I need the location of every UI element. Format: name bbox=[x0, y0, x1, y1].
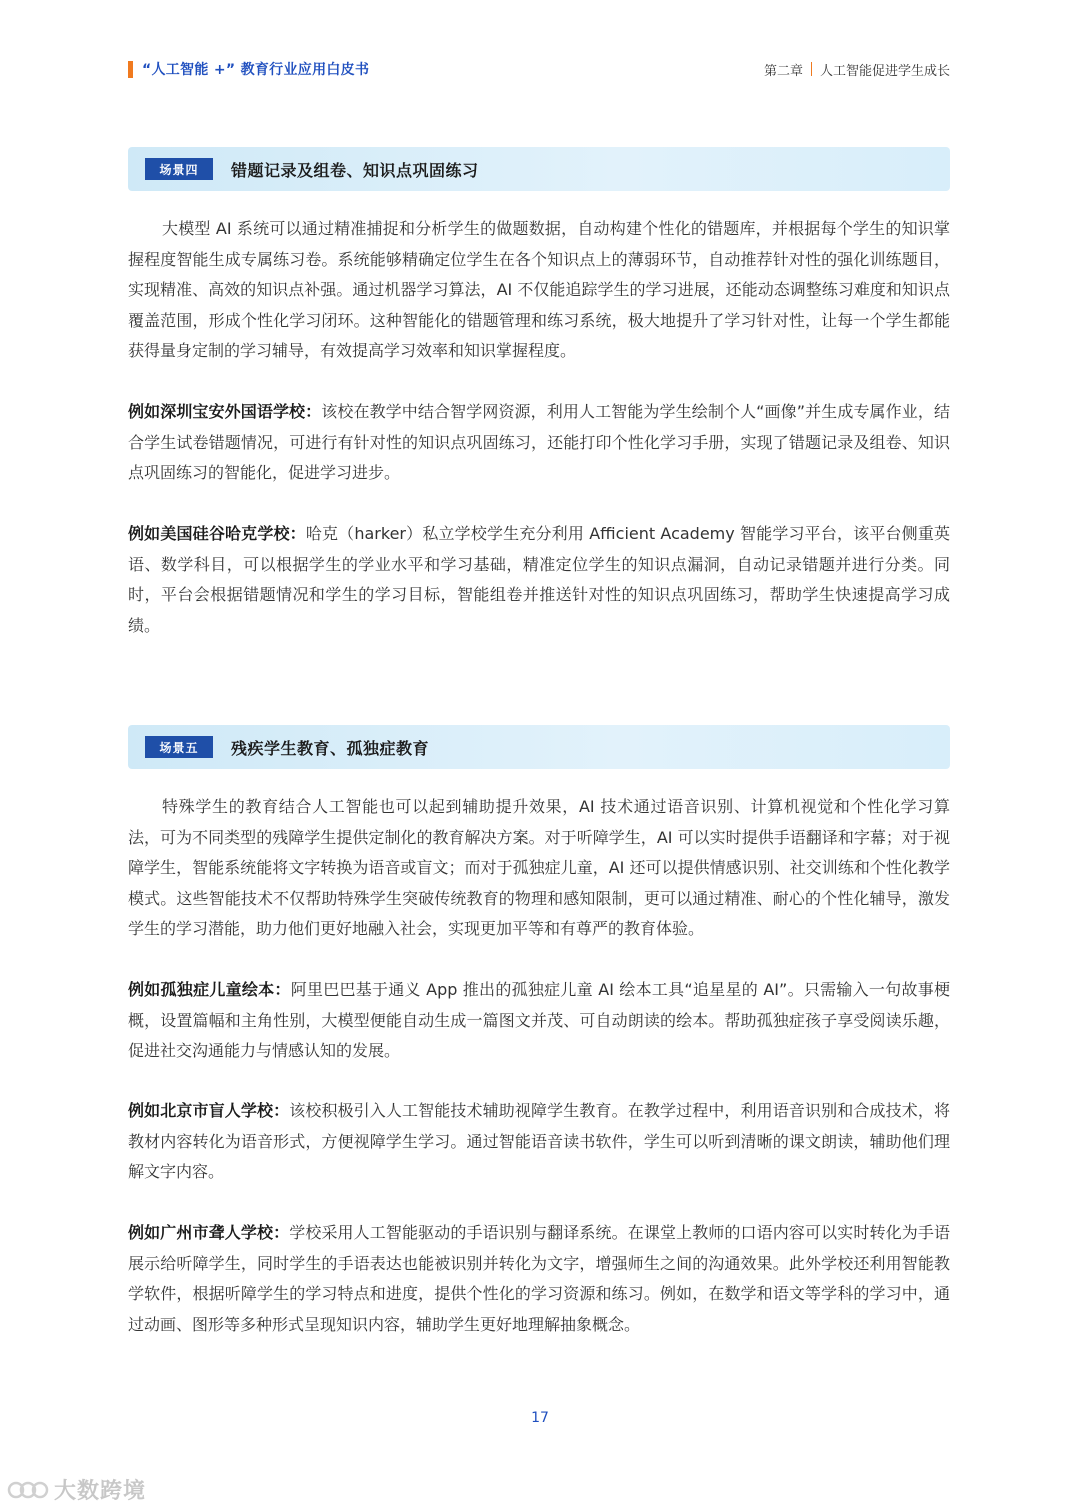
scene4-tag: 场景四 bbox=[145, 158, 213, 180]
example-lead: 例如深圳宝安外国语学校： bbox=[128, 402, 322, 421]
watermark bbox=[6, 1474, 146, 1505]
scene5-tag: 场景五 bbox=[145, 736, 213, 758]
example-text: 学校采用人工智能驱动的手语识别与翻译系统。在课堂上教师的口语内容可以实时转化为手语展示给听障学生，同时学生的手语表达也能被识别并转化为文字，增强师生之间的沟通效果。此外学校还利用智能教学软件，根据听障学生的学习特点和进度，提供个性化的学习资源和练习。例如，在数学和语文等学科的学习中，通过动画、图形等多种形式呈现知识内容，辅助学生更好地理解抽象概念。 bbox=[128, 1223, 950, 1334]
scene5-example-3 bbox=[128, 1218, 950, 1340]
scene5-example-2 bbox=[128, 1096, 950, 1188]
page-number: 17 bbox=[531, 1410, 549, 1426]
scene4-title: 错题记录及组卷、知识点巩固练习 bbox=[231, 160, 479, 180]
scene4-banner bbox=[128, 147, 950, 191]
scene4-intro: 大模型 AI 系统可以通过精准捕捉和分析学生的做题数据，自动构建个性化的错题库，并根据每个学生的知识掌握程度智能生成专属练习卷。系统能够精确定位学生在各个知识点上的薄弱环节，自动推荐针对性的强化训练题目，实现精准、高效的知识点补强。通过机器学习算法，AI 不仅能追踪学生的学习进展，还能动态调整练习难度和知识点覆盖范围，形成个性化学习闭环。这种智能化的错题管理和练习系统，极大地提升了学习针对性，让每一个学生都能获得量身定制的学习辅导，有效提高学习效率和知识掌握程度。 bbox=[128, 219, 950, 360]
scene4-example-1 bbox=[128, 397, 950, 489]
scene5-title: 残疾学生教育、孤独症教育 bbox=[231, 738, 430, 758]
example-lead: 例如孤独症儿童绘本： bbox=[128, 980, 291, 999]
example-lead: 例如广州市聋人学校： bbox=[128, 1223, 290, 1242]
running-header-right bbox=[764, 59, 950, 79]
example-lead: 例如北京市盲人学校： bbox=[128, 1101, 290, 1120]
chapter-title: 人工智能促进学生成长 bbox=[819, 63, 950, 79]
scene4-example-2 bbox=[128, 519, 950, 641]
example-text: 该校在教学中结合智学网资源，利用人工智能为学生绘制个人“画像”并生成专属作业，结合学生试卷错题情况，可进行有针对性的知识点巩固练习，还能打印个性化学习手册，实现了错题记录及组卷、知识点巩固练习的智能化，促进学习进步。 bbox=[128, 402, 950, 482]
example-lead: 例如美国硅谷哈克学校： bbox=[128, 524, 306, 543]
chapter-separator bbox=[811, 62, 812, 76]
example-text: 该校积极引入人工智能技术辅助视障学生教育。在教学过程中，利用语音识别和合成技术，将教材内容转化为语音形式，方便视障学生学习。通过智能语音读书软件，学生可以听到清晰的课文朗读，辅助他们理解文字内容。 bbox=[128, 1101, 950, 1181]
chapter-number: 第二章 bbox=[763, 63, 803, 79]
watermark-text: 大数跨境 bbox=[54, 1479, 147, 1504]
scene5-banner bbox=[128, 725, 950, 769]
scene5-intro: 特殊学生的教育结合人工智能也可以起到辅助提升效果，AI 技术通过语音识别、计算机视觉和个性化学习算法，可为不同类型的残障学生提供定制化的教育解决方案。对于听障学生，AI 可以实时提供手语翻译和字幕；对于视障学生，智能系统能将文字转换为语音或盲文；而对于孤独症儿童，AI 还可以提供情感识别、社交训练和个性化教学模式。这些智能技术不仅帮助特殊学生突破传统教育的物理和感知限制，更可以通过精准、耐心的个性化辅导，激发学生的学习潜能，助力他们更好地融入社会，实现更加平等和有尊严的教育体验。 bbox=[128, 797, 950, 938]
example-text: 阿里巴巴基于通义 App 推出的孤独症儿童 AI 绘本工具“追星星的 AI”。只需输入一句故事梗概，设置篇幅和主角性别，大模型便能自动生成一篇图文并茂、可自动朗读的绘本。帮助孤独症孩子享受阅读乐趣，促进社交沟通能力与情感认知的发展。 bbox=[128, 980, 950, 1060]
header-accent-bar bbox=[128, 61, 133, 78]
scene5-example-1 bbox=[128, 975, 950, 1067]
watermark-logo-icon bbox=[6, 1475, 50, 1505]
example-text: 哈克（harker）私立学校学生充分利用 Afficient Academy 智能学习平台，该平台侧重英语、数学科目，可以根据学生的学业水平和学习基础，精准定位学生的知识点漏洞，自动记录错题并进行分类。同时，平台会根据错题情况和学生的学习目标，智能组卷并推送针对性的知识点巩固练习，帮助学生快速提高学习成绩。 bbox=[128, 524, 950, 635]
document-title: “人工智能 +” 教育行业应用白皮书 bbox=[142, 62, 370, 78]
running-header-left bbox=[128, 59, 369, 79]
